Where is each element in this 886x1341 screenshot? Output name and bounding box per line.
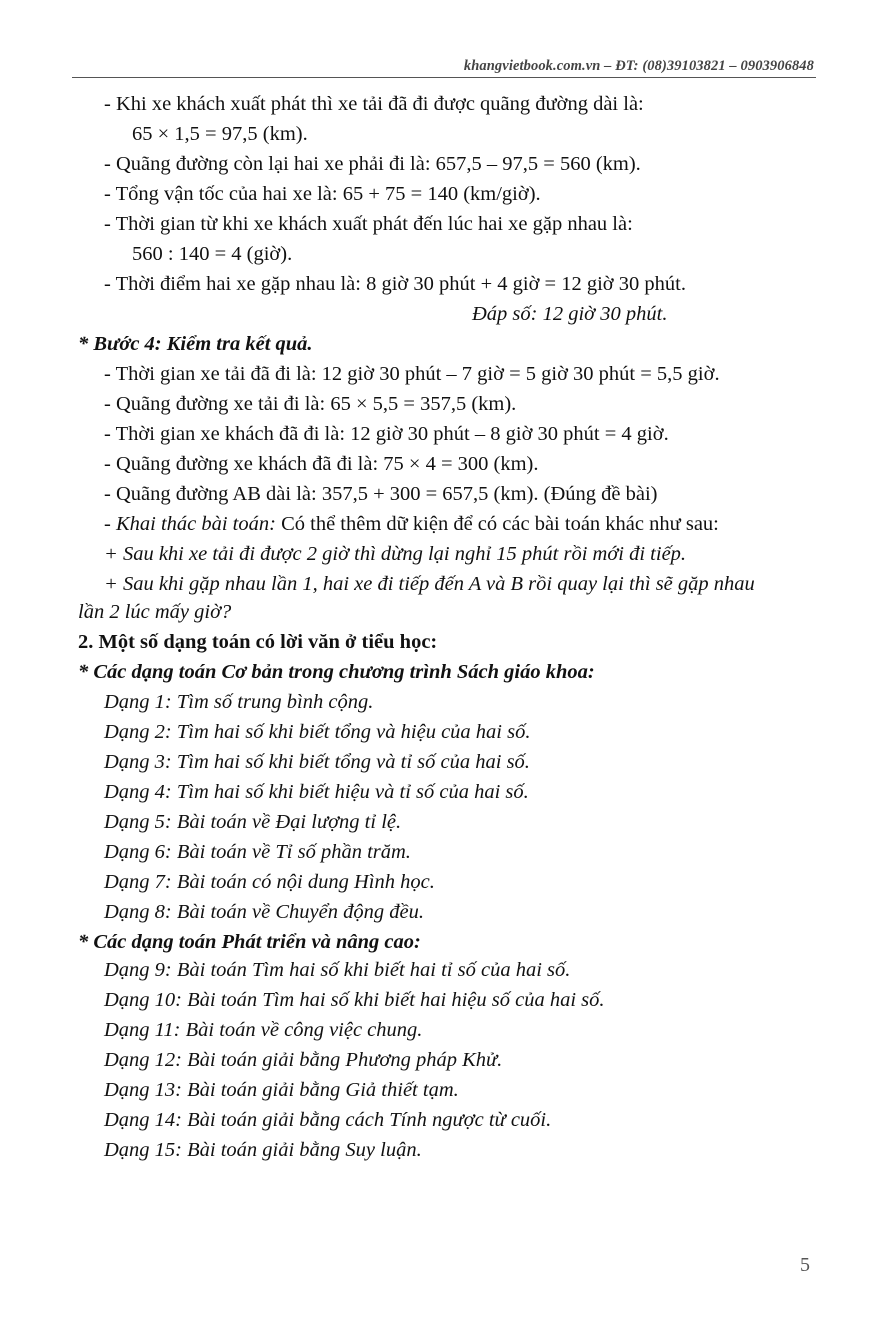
list-item: Dạng 5: Bài toán về Đại lượng tỉ lệ. (104, 811, 402, 833)
list-item: Dạng 12: Bài toán giải bằng Phương pháp Khử. (104, 1049, 503, 1071)
text-line: - Khi xe khách xuất phát thì xe tải đã đi được quãng đường dài là: (104, 93, 644, 115)
answer-line: Đáp số: 12 giờ 30 phút. (472, 303, 668, 325)
text-line: - Tổng vận tốc của hai xe là: 65 + 75 = 140 (km/giờ). (104, 183, 541, 205)
text-line: - Thời gian xe khách đã đi là: 12 giờ 30 phút – 8 giờ 30 phút = 4 giờ. (104, 423, 669, 445)
list-item: Dạng 8: Bài toán về Chuyển động đều. (104, 901, 424, 923)
text-line: - Quãng đường xe khách đã đi là: 75 × 4 = 300 (km). (104, 453, 539, 475)
text-line: + Sau khi gặp nhau lần 1, hai xe đi tiếp đến A và B rồi quay lại thì sẽ gặp nhau (104, 573, 755, 595)
list-item: Dạng 2: Tìm hai số khi biết tổng và hiệu của hai số. (104, 721, 531, 743)
list-item: Dạng 6: Bài toán về Tỉ số phần trăm. (104, 841, 411, 863)
text-line: 65 × 1,5 = 97,5 (km). (132, 123, 308, 145)
list-item: Dạng 9: Bài toán Tìm hai số khi biết hai tỉ số của hai số. (104, 959, 571, 981)
section-heading: * Bước 4: Kiểm tra kết quả. (78, 333, 313, 355)
text-line: - Thời gian từ khi xe khách xuất phát đến lúc hai xe gặp nhau là: (104, 213, 633, 235)
text-line: 560 : 140 = 4 (giờ). (132, 243, 293, 265)
text-line: - Thời điểm hai xe gặp nhau là: 8 giờ 30 phút + 4 giờ = 12 giờ 30 phút. (104, 273, 686, 295)
list-item: Dạng 13: Bài toán giải bằng Giả thiết tạm. (104, 1079, 459, 1101)
text-line: - Quãng đường AB dài là: 357,5 + 300 = 657,5 (km). (Đúng đề bài) (104, 483, 658, 505)
list-item: Dạng 11: Bài toán về công việc chung. (104, 1019, 423, 1041)
list-item: Dạng 14: Bài toán giải bằng cách Tính ngược từ cuối. (104, 1109, 552, 1131)
page-number: 5 (800, 1254, 810, 1276)
section-heading: 2. Một số dạng toán có lời văn ở tiểu học: (78, 631, 438, 653)
section-heading: * Các dạng toán Cơ bản trong chương trình Sách giáo khoa: (78, 661, 595, 683)
list-item: Dạng 7: Bài toán có nội dung Hình học. (104, 871, 435, 893)
text-rest: Có thể thêm dữ kiện để có các bài toán khác như sau: (275, 513, 719, 535)
list-item: Dạng 3: Tìm hai số khi biết tổng và tỉ số của hai số. (104, 751, 530, 773)
text-line: - Quãng đường xe tải đi là: 65 × 5,5 = 357,5 (km). (104, 393, 517, 415)
list-item: Dạng 4: Tìm hai số khi biết hiệu và tỉ số của hai số. (104, 781, 529, 803)
list-item: Dạng 1: Tìm số trung bình cộng. (104, 691, 374, 713)
page-header: khangvietbook.com.vn – ĐT: (08)39103821 – 0903906848 (463, 58, 814, 74)
text-line: - Quãng đường còn lại hai xe phải đi là: 657,5 – 97,5 = 560 (km). (104, 153, 641, 175)
header-divider (72, 77, 816, 78)
text-line (104, 510, 719, 538)
text-line: - Thời gian xe tải đã đi là: 12 giờ 30 phút – 7 giờ = 5 giờ 30 phút = 5,5 giờ. (104, 363, 720, 385)
section-heading: * Các dạng toán Phát triển và nâng cao: (78, 931, 421, 953)
text-lead: - Khai thác bài toán: (104, 513, 276, 535)
text-line: + Sau khi xe tải đi được 2 giờ thì dừng lại nghỉ 15 phút rồi mới đi tiếp. (104, 543, 687, 565)
list-item: Dạng 10: Bài toán Tìm hai số khi biết hai hiệu số của hai số. (104, 989, 605, 1011)
text-line: lần 2 lúc mấy giờ? (78, 601, 232, 623)
list-item: Dạng 15: Bài toán giải bằng Suy luận. (104, 1139, 422, 1161)
